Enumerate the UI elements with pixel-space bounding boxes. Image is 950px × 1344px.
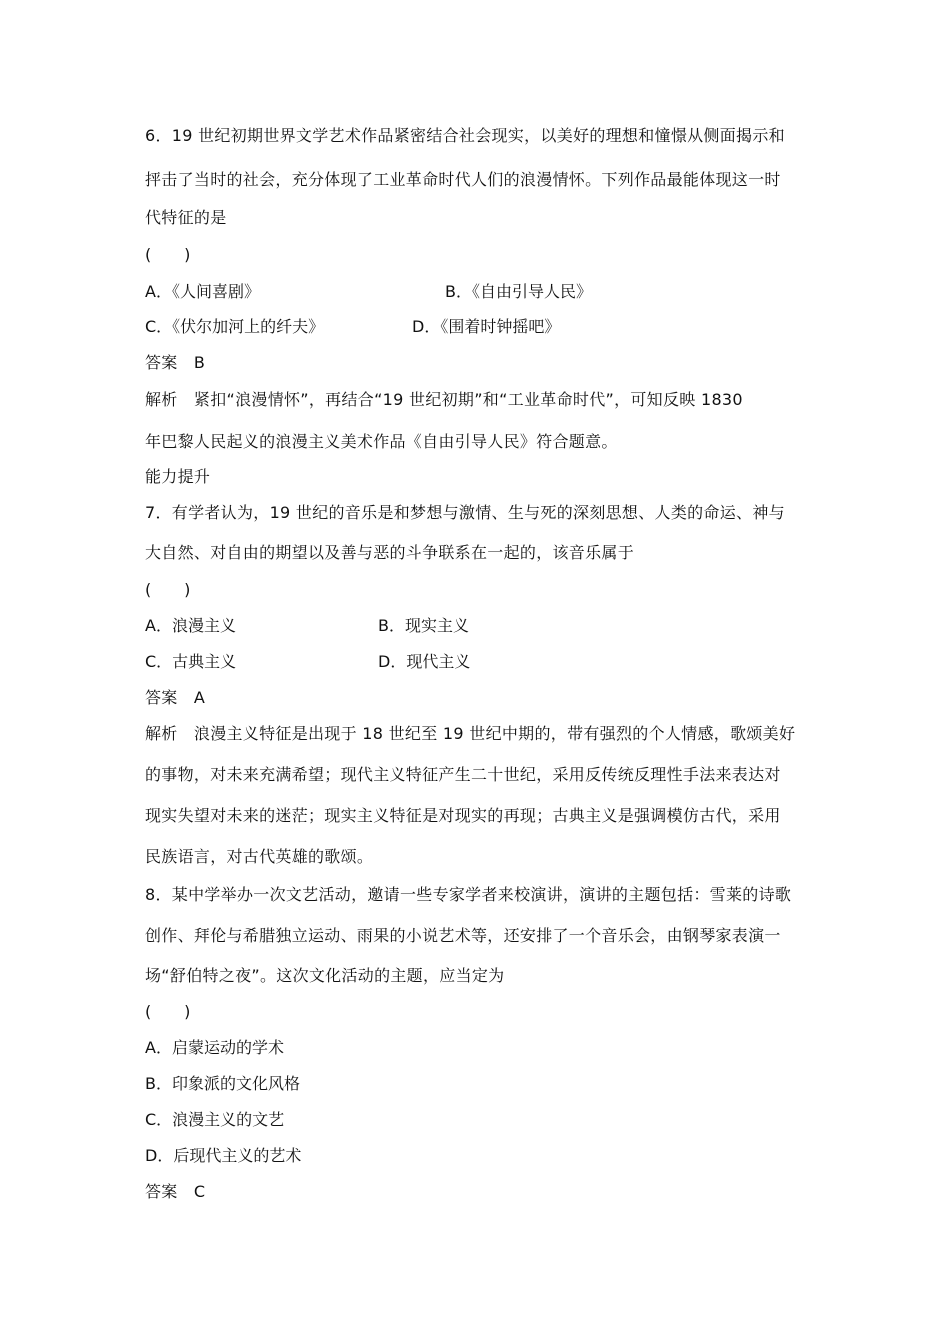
q7-option-b: B．现实主义 <box>378 616 469 635</box>
q8-stem-line-2: 创作、拜伦与希腊独立运动、雨果的小说艺术等，还安排了一个音乐会，由钢琴家表演一 <box>145 926 781 945</box>
q6-option-b: B．《自由引导人民》 <box>445 282 592 301</box>
q7-stem-line-2: 大自然、对自由的期望以及善与恶的斗争联系在一起的，该音乐属于 <box>145 543 635 562</box>
q6-stem-line-3: 代特征的是 <box>145 208 227 227</box>
q6-stem-line-2: 抨击了当时的社会，充分体现了工业革命时代人们的浪漫情怀。下列作品最能体现这一时 <box>145 170 781 189</box>
q7-option-c: C．古典主义 <box>145 652 237 671</box>
q8-stem-line-1: 8．某中学举办一次文艺活动，邀请一些专家学者来校演讲，演讲的主题包括：雪莱的诗歌 <box>145 885 792 904</box>
q6-option-d: D．《围着时钟摇吧》 <box>412 317 561 336</box>
q8-answer-blank: ( ) <box>145 1002 191 1021</box>
q8-stem-line-3: 场“舒伯特之夜”。这次文化活动的主题，应当定为 <box>145 966 505 985</box>
q7-option-d: D．现代主义 <box>378 652 471 671</box>
q8-option-b: B．印象派的文化风格 <box>145 1074 300 1093</box>
q7-answer: 答案 A <box>145 688 206 707</box>
q8-option-c: C．浪漫主义的文艺 <box>145 1110 285 1129</box>
q7-option-a: A．浪漫主义 <box>145 616 236 635</box>
q7-analysis-line-3: 现实失望对未来的迷茫；现实主义特征是对现实的再现；古典主义是强调模仿古代，采用 <box>145 806 781 825</box>
q6-stem-line-1: 6．19 世纪初期世界文学艺术作品紧密结合社会现实，以美好的理想和憧憬从侧面揭示和 <box>145 126 785 145</box>
q6-answer: 答案 B <box>145 353 206 372</box>
q7-stem-line-1: 7．有学者认为，19 世纪的音乐是和梦想与激情、生与死的深刻思想、人类的命运、神与 <box>145 503 785 522</box>
q7-analysis-line-1: 解析 浪漫主义特征是出现于 18 世纪至 19 世纪中期的，带有强烈的个人情感，歌颂美好 <box>145 724 796 743</box>
q8-option-d: D．后现代主义的艺术 <box>145 1146 302 1165</box>
q6-analysis-line-2: 年巴黎人民起义的浪漫主义美术作品《自由引导人民》符合题意。 <box>145 432 618 451</box>
q6-option-a: A．《人间喜剧》 <box>145 282 260 301</box>
q7-analysis-line-2: 的事物，对未来充满希望；现代主义特征产生二十世纪，采用反传统反理性手法来表达对 <box>145 765 781 784</box>
q8-option-a: A．启蒙运动的学术 <box>145 1038 284 1057</box>
section-title: 能力提升 <box>145 467 211 486</box>
q7-answer-blank: ( ) <box>145 580 191 599</box>
q8-answer: 答案 C <box>145 1182 206 1201</box>
q6-option-c: C．《伏尔加河上的纤夫》 <box>145 317 325 336</box>
q7-analysis-line-4: 民族语言，对古代英雄的歌颂。 <box>145 847 374 866</box>
q6-analysis-line-1: 解析 紧扣“浪漫情怀”，再结合“19 世纪初期”和“工业革命时代”，可知反映 1830 <box>145 390 743 409</box>
q6-answer-blank: ( ) <box>145 245 191 264</box>
